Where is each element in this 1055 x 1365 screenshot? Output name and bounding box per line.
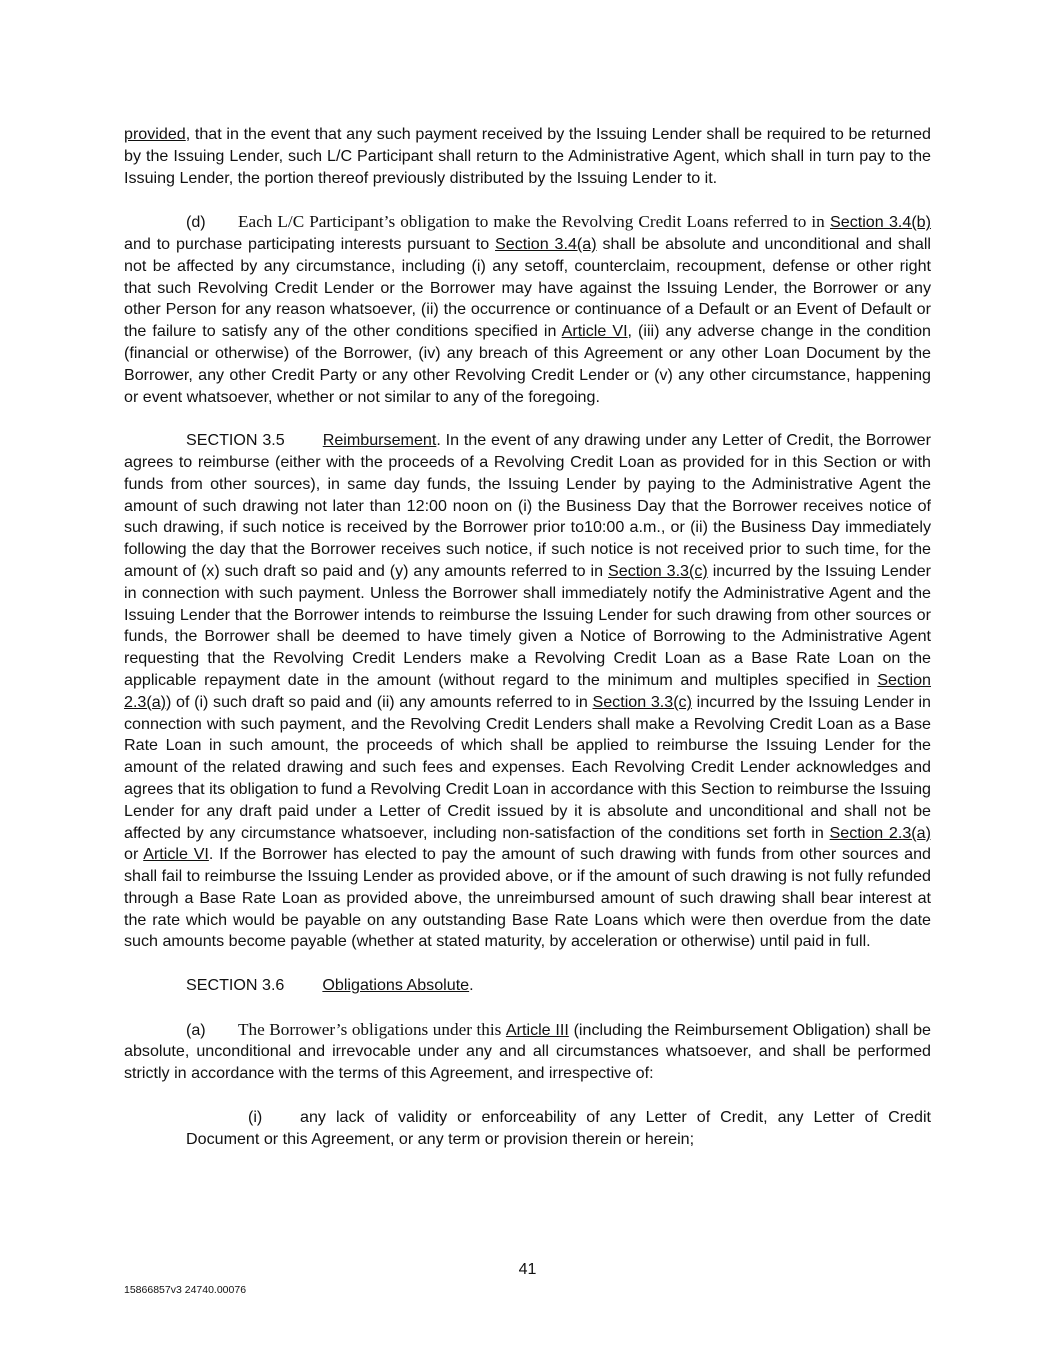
paragraph-text: incurred by the Issuing Lender in connection with such payment, and the Revolving Credit Lenders shall make a Revolving Credit Loan as a Base Rate Loan in such amount, the proceeds of which shall be applied to reimburse the Issuing Lender for the amount of the related drawing and such fees and expenses. Each Revolving Credit Lender acknowledges and agrees that its obligation to fund a Revolving Credit Loan in accordance with this Section to reimburse the Issuing Lender for any draft paid under a Letter of Credit issued by it is absolute and unconditional and shall not be affected by any circumstance whatsoever, including non-satisfaction of the conditions set forth in <box>124 692 931 842</box>
paragraph-text: any lack of validity or enforceability of any Letter of Credit, any Letter of Credit Document or this Agreement, or any term or provision therein or herein; <box>186 1107 931 1148</box>
section-reference: Section 3.3(c) <box>608 561 708 580</box>
section-title: Obligations Absolute <box>322 976 470 995</box>
paragraph-provided <box>124 124 931 189</box>
section-reference: Section 3.4(a) <box>495 234 597 253</box>
clause-marker: (d) <box>186 213 206 232</box>
section-title: Reimbursement <box>322 431 437 450</box>
paragraph-text: and to purchase participating interests pursuant to <box>124 234 496 253</box>
provided-term: provided <box>124 125 186 143</box>
article-reference: Article VI <box>561 322 628 341</box>
paragraph-text: (including the Reimbursement Obligation) shall be absolute, unconditional and irrevocable under any and all circumstances whatsoever, and shall be performed strictly in accordance with the terms of this Agreement, and irrespective of: <box>124 1020 931 1083</box>
clause-lead-text: Each L/C Participant’s obligation to make the Revolving Credit Loans referred to in <box>238 212 825 232</box>
paragraph-text: incurred by the Issuing Lender in connection with such payment. Unless the Borrower shall immediately notify the Administrative Agent and the Issuing Lender that the Borrower intends to reimburse the Issuing Lender for such drawing from other sources or funds, the Borrower shall be deemed to have timely given a Notice of Borrowing to the Administrative Agent requesting that the Revolving Credit Lenders make a Revolving Credit Loan as a Base Rate Loan on the applicable repayment date in the amount (without regard to the minimum and multiples specified in <box>124 561 931 689</box>
document-id: 15866857v3 24740.00076 <box>124 1284 247 1296</box>
paragraph-a <box>124 1019 931 1085</box>
page-number: 41 <box>518 1261 537 1278</box>
clause-marker: (i) <box>248 1107 263 1126</box>
paragraph-text: , that in the event that any such payment received by the Issuing Lender shall be required to be returned by the Issuing Lender, such L/C Participant shall return to the Administrative Agent, which shall in turn pay to the Issuing Lender, the portion thereof previously distributed by the Issuing Lender to it. <box>124 125 931 187</box>
section-reference: Section 3.4(b) <box>830 213 931 232</box>
paragraph-text: . In the event of any drawing under any Letter of Credit, the Borrower agrees to reimburse (either with the proceeds of a Revolving Credit Loan as provided for in this Section or with funds from other sources), in same day funds, the Issuing Lender by paying to the Administrative Agent the amount of such drawing not later than 12:00 noon on (i) the Business Day that the Borrower receives notice of such drawing, if such notice is received by the Borrower prior to10:00 a.m., or (ii) the Business Day immediately following the day that the Borrower receives such notice, if such notice is not received prior to such time, for the amount of (x) such draft so paid and (y) any amounts referred to in <box>124 431 931 580</box>
paragraph-d <box>124 211 931 408</box>
section-number: SECTION 3.6 <box>186 976 285 995</box>
article-reference: Article VI <box>143 845 209 864</box>
paragraph-i <box>186 1107 931 1151</box>
paragraph-text: . If the Borrower has elected to pay the amount of such drawing with funds from other sources and shall fail to reimburse the Issuing Lender as provided above, or if the amount of such drawing is not fully refunded through a Base Rate Loan as provided above, the unreimbursed amount of such drawing shall bear interest at the rate which would be payable on any outstanding Base Rate Loans which were then overdue from the date such amounts become payable (whether at stated maturity, by acceleration or otherwise) until paid in full. <box>124 845 931 951</box>
section-reference: Section 3.3(c) <box>592 692 692 711</box>
paragraph-text: . <box>469 976 474 995</box>
paragraph-text: ) of (i) such draft so paid and (ii) any amounts referred to in <box>166 692 593 711</box>
paragraph-text: , (iii) any adverse change in the condition (financial or otherwise) of the Borrower, (iv) any breach of this Agreement or any other Loan Document by the Borrower, any other Credit Party or any other Revolving Credit Lender or (v) any other circumstance, happening or event whatsoever, whether or not similar to any of the foregoing. <box>124 322 931 406</box>
paragraph-text: shall be absolute and unconditional and shall not be affected by any circumstance, including (i) any setoff, counterclaim, recoupment, defense or other right that such Revolving Credit Lender or the Borrower may have against the Issuing Lender, the Borrower or any other Person for any reason whatsoever, (ii) the occurrence or continuance of a Default or an Event of Default or the failure to satisfy any of the other conditions specified in <box>124 234 931 341</box>
section-3-6-heading <box>124 975 931 997</box>
section-number: SECTION 3.5 <box>186 431 285 450</box>
paragraph-text: or <box>124 845 144 864</box>
clause-marker: (a) <box>186 1020 206 1039</box>
clause-lead-text: The Borrower’s obligations under this <box>238 1019 506 1039</box>
section-3-5 <box>124 430 931 953</box>
article-reference: Article III <box>505 1020 569 1039</box>
section-reference: Section 2.3(a) <box>124 670 931 711</box>
document-body <box>124 124 931 1172</box>
section-reference: Section 2.3(a) <box>829 823 931 842</box>
